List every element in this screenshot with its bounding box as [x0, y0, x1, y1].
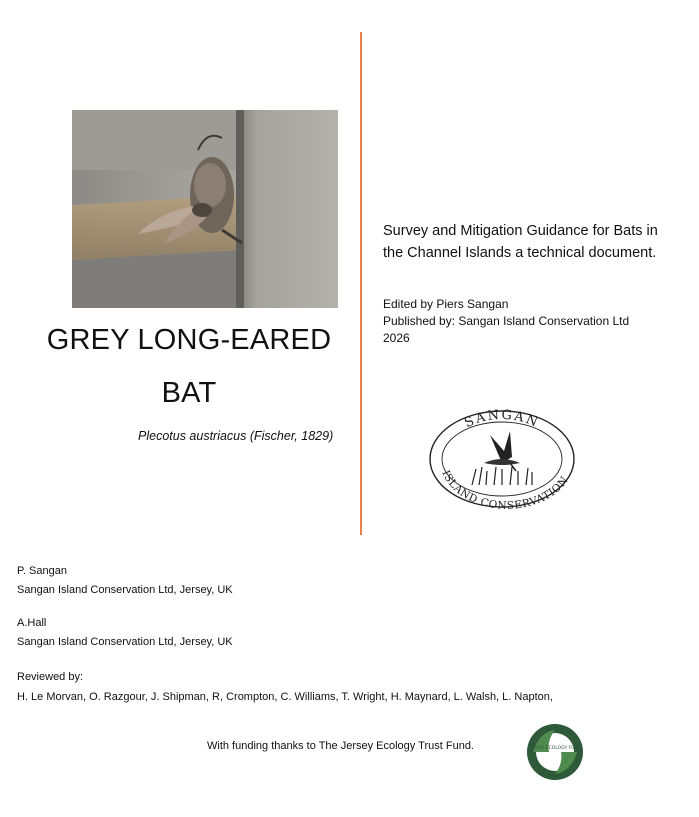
authors-section	[17, 562, 233, 652]
publication-year: 2026	[383, 331, 410, 345]
sangan-logo	[424, 405, 580, 513]
publication-info	[383, 296, 629, 347]
jersey-ecology-fund-logo	[525, 722, 585, 782]
logo-text-top: SANGAN	[462, 407, 542, 432]
bat-photo	[72, 110, 338, 308]
reviewers-section	[17, 667, 687, 707]
reviewers-heading: Reviewed by:	[17, 671, 84, 683]
author-name: P. Sangan	[17, 565, 67, 577]
funding-text: With funding thanks to The Jersey Ecology Trust Fund.	[207, 740, 474, 752]
cover-title-line2: BAT	[161, 377, 217, 409]
cover-title-line1: GREY LONG-EARED	[46, 324, 332, 356]
fund-logo-text: JERSEY ECOLOGY FUND	[528, 746, 582, 751]
logo-text-bottom: ISLAND CONSERVATION	[439, 468, 571, 512]
author-affiliation: Sangan Island Conservation Ltd, Jersey, UK	[17, 584, 233, 596]
author-name: A.Hall	[17, 617, 47, 629]
species-name: Plecotus austriacus (Fischer, 1829)	[138, 429, 334, 443]
svg-text:SANGAN	[462, 408, 541, 431]
document-title: Survey and Mitigation Guidance for Bats in the Channel Islands a technical document.	[383, 223, 658, 261]
author-affiliation: Sangan Island Conservation Ltd, Jersey, UK	[17, 636, 233, 648]
svg-text:ISLAND CONSERVATION	[439, 469, 570, 512]
vertical-divider	[360, 32, 362, 535]
reviewers-list: H. Le Morvan, O. Razgour, J. Shipman, R, Crompton, C. Williams, T. Wright, H. Maynard, L. Walsh, L. Napton,	[17, 691, 553, 703]
published-by: Published by: Sangan Island Conservation Ltd	[383, 314, 630, 328]
edited-by: Edited by Piers Sangan	[383, 297, 509, 311]
